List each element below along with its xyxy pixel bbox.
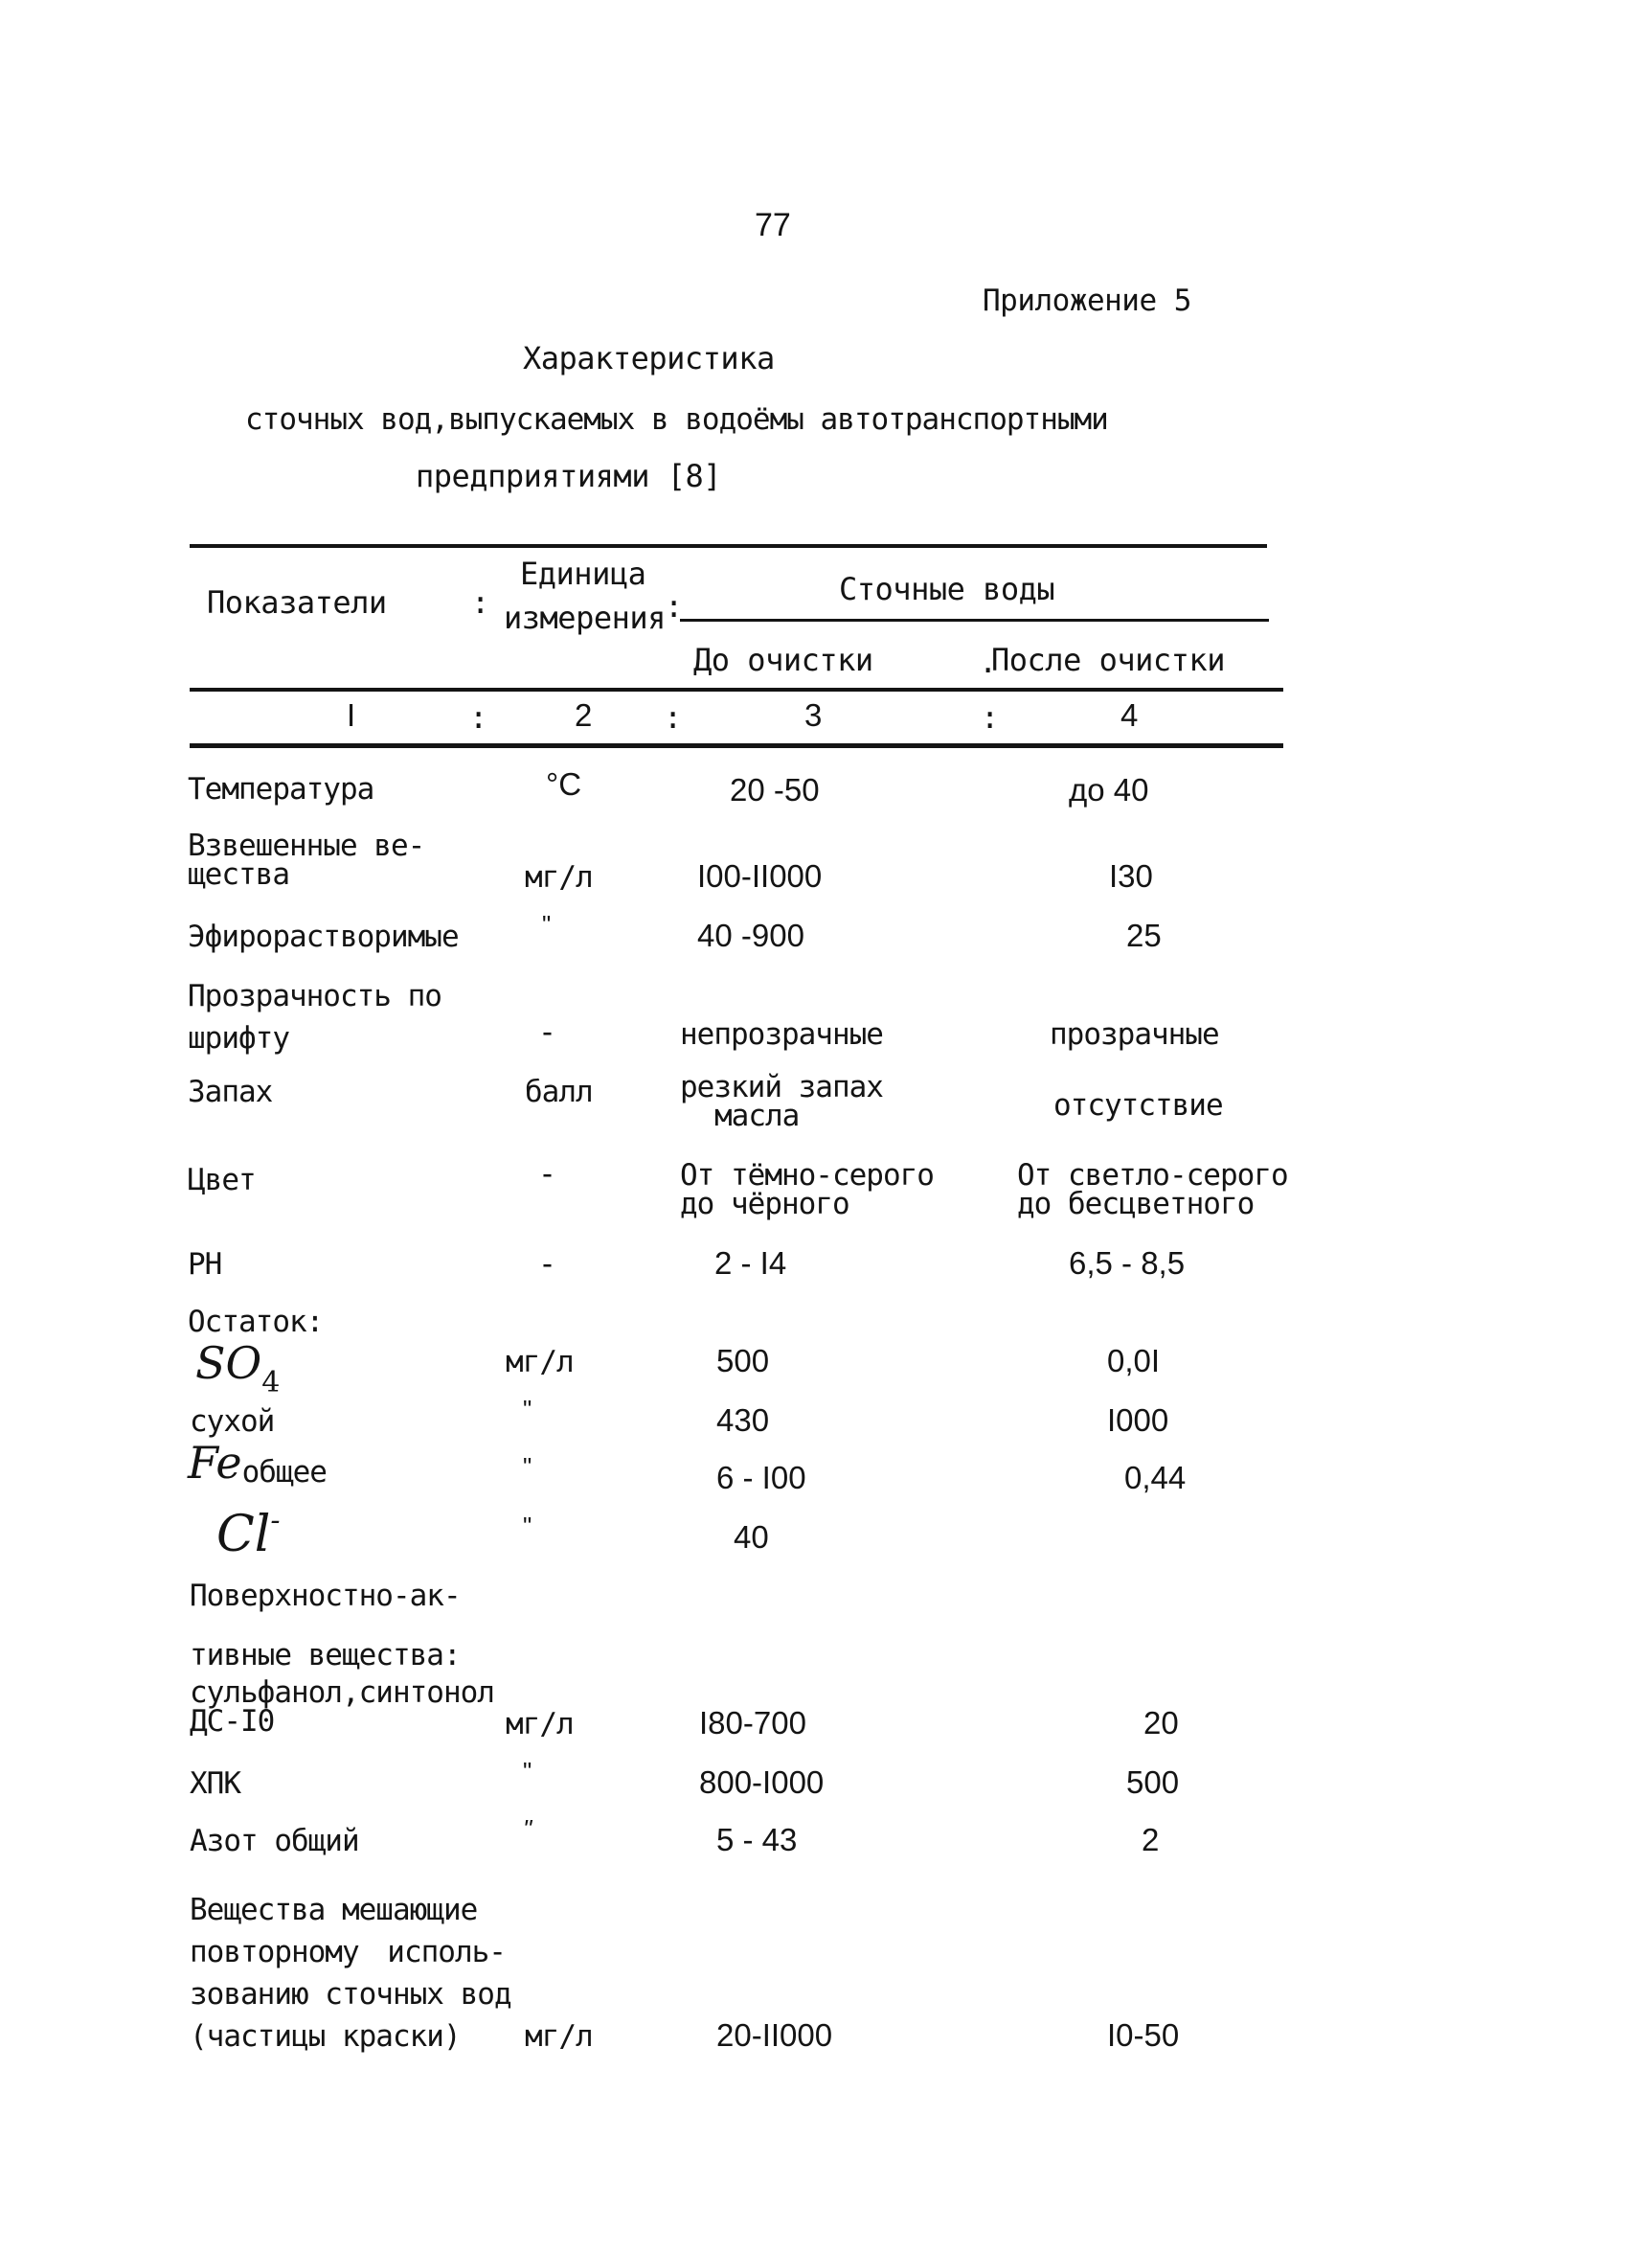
row-unit-chloride: " [523,1512,532,1540]
row-name-suspended-solids [188,829,425,892]
row-before-odor [680,1070,883,1133]
header-before-treatment: До очистки [693,642,873,678]
row-unit-interfering: мг/л [525,2019,593,2054]
row-before-cod: 800-I000 [699,1764,825,1800]
row-unit-odor: балл [525,1075,593,1109]
row-name-residue: Остаток: [188,1305,324,1339]
row-before-odor-line-1: резкий запах [680,1070,883,1104]
row-after-color-line-2: до бесцветного [1017,1187,1255,1221]
row-name-interfering-line-1: Вещества мешающие [190,1893,478,1927]
row-after-dry-residue: I000 [1107,1402,1169,1438]
row-after-total-nitrogen: 2 [1142,1822,1160,1857]
header-unit-line-1: Единица [520,556,646,592]
row-before-sulfanol: I80-700 [699,1705,806,1740]
row-name-surfactants-line-1: Поверхностно-ак- [190,1579,461,1613]
header-sep-1: : [471,584,489,621]
header-indicator: Показатели [207,584,387,621]
row-after-odor: отсутствие [1053,1088,1223,1123]
row-name-surfactants-line-2: тивные вещества: [190,1638,461,1672]
row-unit-sulfanol: мг/л [506,1707,574,1741]
header-after-treatment: После очистки [991,642,1225,678]
row-name-odor: Запах [188,1075,273,1109]
row-unit-ph: - [542,1245,553,1281]
row-after-interfering: I0-50 [1107,2017,1180,2053]
column-number-4: 4 [1120,697,1139,733]
row-unit-color: - [542,1155,553,1191]
header-sep-2: : [665,588,683,625]
column-number-sep-3: : [981,699,999,736]
row-before-so4: 500 [716,1343,770,1378]
column-number-sep-2: : [664,699,682,736]
row-before-color-line-2: до чёрного [680,1187,849,1221]
row-name-interfering-line-3: зованию сточных вод [190,1977,511,2012]
page-number: 77 [755,207,791,243]
row-after-color [1017,1158,1288,1221]
row-before-color [680,1158,934,1221]
row-name-transparency-line-1: Прозрачность по [188,979,441,1013]
row-name-transparency-line-2: шрифту [188,1021,289,1056]
row-name-sulfanol-line-2: ДС-I0 [190,1704,275,1739]
row-unit-cod: " [523,1757,532,1786]
row-after-sulfanol: 20 [1143,1705,1179,1740]
row-before-ph: 2 - I4 [714,1245,787,1281]
row-before-chloride: 40 [734,1519,769,1555]
row-name-dry-residue: сухой [190,1404,275,1439]
column-number-3: 3 [804,697,823,733]
row-before-dry-residue: 430 [716,1402,770,1438]
table-top-rule [190,544,1267,548]
row-name-interfering-line-4: (частицы краски) [190,2019,461,2054]
row-unit-temperature: °C [546,766,582,802]
row-name-fe-total [188,1437,327,1489]
row-unit-ether-soluble: " [542,910,552,939]
row-name-fe-subscript: общее [241,1455,327,1490]
wastewater-underline [680,619,1269,622]
row-before-interfering: 20-II000 [716,2017,833,2053]
row-name-suspended-solids-line-2: щества [188,857,289,892]
row-name-chloride-superscript: - [270,1504,281,1537]
column-numbers-rule [190,743,1283,748]
row-name-interfering-line-2: повторному исполь- [190,1935,506,1969]
row-unit-fe-total: " [523,1452,532,1481]
row-name-sulfanol [190,1675,494,1739]
title-line-3: предприятиями [8] [416,458,722,494]
row-before-transparency: непрозрачные [680,1017,883,1052]
header-bottom-rule [190,688,1283,692]
title-line-2: сточных вод,выпускаемых в водоёмы автотранспортными [245,402,1108,437]
row-name-transparency [188,975,441,1059]
row-name-so4-subscript: 4 [261,1366,281,1399]
row-name-ether-soluble: Эфирорастворимые [188,920,459,954]
title-line-1: Характеристика [523,340,775,376]
row-after-cod: 500 [1126,1764,1180,1800]
column-number-2: 2 [575,697,593,733]
row-unit-transparency: - [542,1013,553,1049]
header-dot: . [979,644,997,680]
row-after-temperature: до 40 [1069,772,1149,808]
row-unit-dry-residue: " [523,1395,532,1423]
row-unit-so4: мг/л [506,1345,574,1379]
row-after-fe-total: 0,44 [1124,1460,1187,1495]
row-name-color: Цвет [188,1163,256,1197]
row-unit-suspended-solids: мг/л [525,860,593,895]
row-name-fe-symbol: Fe [188,1437,242,1489]
row-name-ph: PH [188,1247,222,1282]
column-number-1: I [347,697,356,733]
row-name-chloride-symbol: Cl [216,1506,271,1563]
row-after-transparency: прозрачные [1050,1017,1219,1052]
row-name-temperature: Температура [188,772,374,807]
row-name-so4 [195,1337,281,1399]
column-number-sep-1: : [469,699,487,736]
header-unit-line-2: измерения [504,600,666,636]
row-before-fe-total: 6 - I00 [716,1460,806,1495]
row-name-suspended-solids-line-1: Взвешенные ве- [188,829,425,863]
row-before-ether-soluble: 40 -900 [697,918,804,953]
row-before-temperature: 20 -50 [730,772,820,808]
row-after-suspended-solids: I30 [1109,858,1153,894]
appendix-label: Приложение 5 [983,284,1191,318]
row-name-sulfanol-line-1: сульфанол,синтонол [190,1675,494,1710]
row-name-so4-symbol: SO [195,1337,262,1389]
row-before-odor-line-2: масла [714,1099,800,1133]
row-name-cod: ХПК [190,1766,240,1801]
header-wastewater: Сточные воды [839,571,1055,607]
row-after-so4: 0,0I [1107,1343,1161,1378]
row-after-ph: 6,5 - 8,5 [1069,1245,1186,1281]
row-before-total-nitrogen: 5 - 43 [716,1822,798,1857]
row-before-suspended-solids: I00-II000 [697,858,823,894]
row-before-color-line-1: От тёмно-серого [680,1158,934,1193]
row-unit-total-nitrogen: " [523,1814,532,1843]
row-name-chloride [216,1506,281,1563]
row-after-ether-soluble: 25 [1126,918,1162,953]
row-name-total-nitrogen: Азот общий [190,1824,359,1858]
row-after-color-line-1: От светло-серого [1017,1158,1288,1193]
